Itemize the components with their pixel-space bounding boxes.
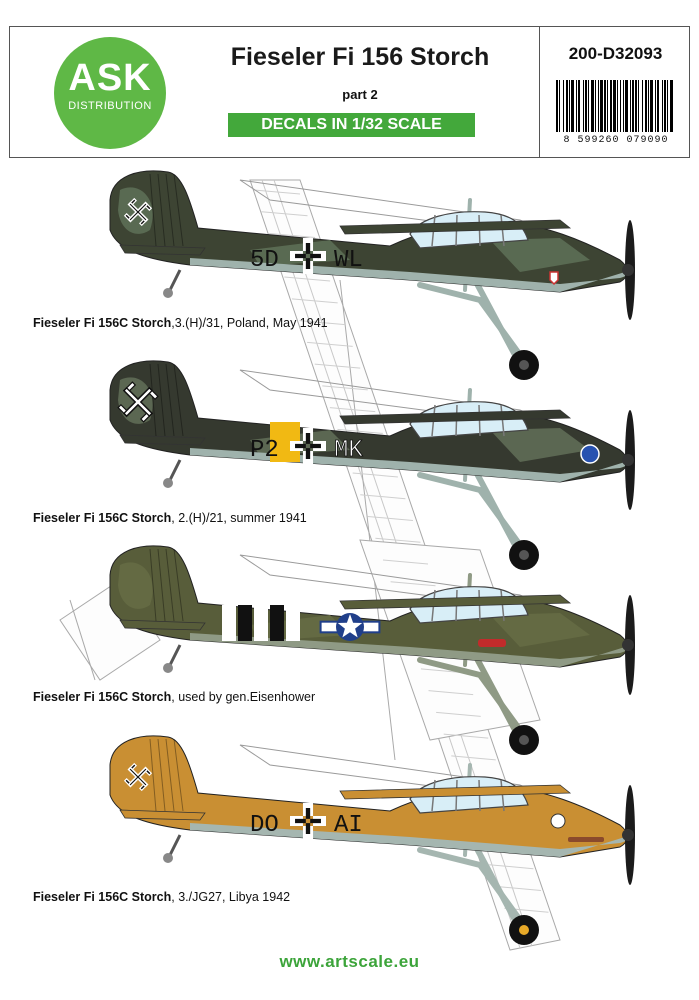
barcode-bar — [556, 80, 558, 132]
fuselage-code-right: AI — [334, 812, 363, 839]
barcode-bar — [610, 80, 612, 132]
barcode-bar — [598, 80, 599, 132]
barcode-bar — [591, 80, 594, 132]
tail-wheel — [163, 853, 173, 863]
tail-strut — [170, 270, 180, 290]
profile-caption-4 — [33, 890, 290, 904]
fuselage-code-right: WL — [334, 247, 363, 274]
tail-strut — [170, 835, 180, 855]
logo-sub-text: DISTRIBUTION — [68, 100, 152, 112]
invasion-stripes — [222, 605, 300, 641]
wheel-hub — [519, 925, 529, 935]
barcode-bar — [642, 80, 643, 132]
barcode-bar — [604, 80, 606, 132]
profile-detail: , 2.(H)/21, summer 1941 — [171, 511, 307, 525]
unit-emblem — [550, 272, 558, 284]
barcode-bar — [625, 80, 628, 132]
barcode-bar — [655, 80, 656, 132]
profile-name: Fieseler Fi 156C Storch — [33, 890, 172, 904]
barcode-bar — [667, 80, 668, 132]
profile-name: Fieseler Fi 156C Storch — [33, 511, 172, 525]
unit-emblem — [551, 814, 565, 828]
page-subtitle: part 2 — [342, 87, 378, 102]
tail-wheel — [163, 478, 173, 488]
ask-distribution-logo — [54, 37, 166, 149]
barcode-bar — [607, 80, 608, 132]
tail-strut — [170, 645, 180, 665]
barcode-bar — [571, 80, 574, 132]
fuselage-code-right: MK — [334, 437, 363, 464]
spinner — [622, 639, 634, 651]
barcode-bar — [632, 80, 634, 132]
barcode-bar — [662, 80, 663, 132]
barcode-number: 8 599260 079090 — [563, 135, 669, 146]
barcode-bar — [569, 80, 570, 132]
fuselage-code-left: DO — [250, 812, 279, 839]
barcode-bar — [566, 80, 568, 132]
barcode — [554, 80, 676, 132]
barcode-bar — [630, 80, 631, 132]
fuselage-code-left: 5D — [250, 247, 279, 274]
barcode-bar — [600, 80, 603, 132]
header-box — [9, 26, 690, 158]
barcode-bar — [650, 80, 653, 132]
spinner — [622, 829, 634, 841]
profile-caption-1 — [33, 316, 328, 330]
barcode-bar — [670, 80, 673, 132]
profile-name: Fieseler Fi 156C Storch — [33, 316, 172, 330]
unit-emblem — [581, 445, 599, 463]
exhaust-stain — [568, 837, 604, 842]
tail-wheel — [163, 663, 173, 673]
profile-caption-2 — [33, 511, 307, 525]
barcode-bar — [563, 80, 564, 132]
barcode-bar — [645, 80, 647, 132]
tail-wheel — [163, 288, 173, 298]
profile-caption-3 — [33, 690, 315, 704]
tail-strut — [170, 460, 180, 480]
product-code: 200-D32093 — [568, 44, 663, 63]
barcode-bar — [620, 80, 621, 132]
barcode-bar — [576, 80, 577, 132]
spinner — [622, 454, 634, 466]
aircraft-profile-4 — [90, 725, 650, 955]
profile-detail: , used by gen.Eisenhower — [171, 690, 316, 704]
barcode-bar — [559, 80, 560, 132]
barcode-bar — [585, 80, 587, 132]
barcode-bar — [617, 80, 618, 132]
barcode-bar — [648, 80, 649, 132]
scale-banner: DECALS IN 1/32 SCALE — [228, 113, 475, 137]
logo-brand-text: ASK — [68, 57, 152, 99]
barcode-bar — [595, 80, 596, 132]
general-stars-plate — [478, 639, 506, 647]
barcode-bar — [583, 80, 584, 132]
barcode-bar — [588, 80, 589, 132]
barcode-bar — [623, 80, 624, 132]
barcode-bar — [578, 80, 580, 132]
product-code-box — [539, 26, 691, 158]
barcode-bar — [638, 80, 639, 132]
profile-name: Fieseler Fi 156C Storch — [33, 690, 172, 704]
spinner — [622, 264, 634, 276]
barcode-bar — [657, 80, 659, 132]
profile-detail: , 3./JG27, Libya 1942 — [171, 890, 291, 904]
fuselage-code-left: P2 — [250, 437, 279, 464]
profile-detail: ,3.(H)/31, Poland, May 1941 — [171, 316, 328, 330]
barcode-bar — [635, 80, 637, 132]
barcode-bar — [664, 80, 666, 132]
footer-url-link[interactable]: www.artscale.eu — [279, 952, 420, 971]
page-title: Fieseler Fi 156 Storch — [230, 43, 490, 71]
barcode-bar — [613, 80, 616, 132]
